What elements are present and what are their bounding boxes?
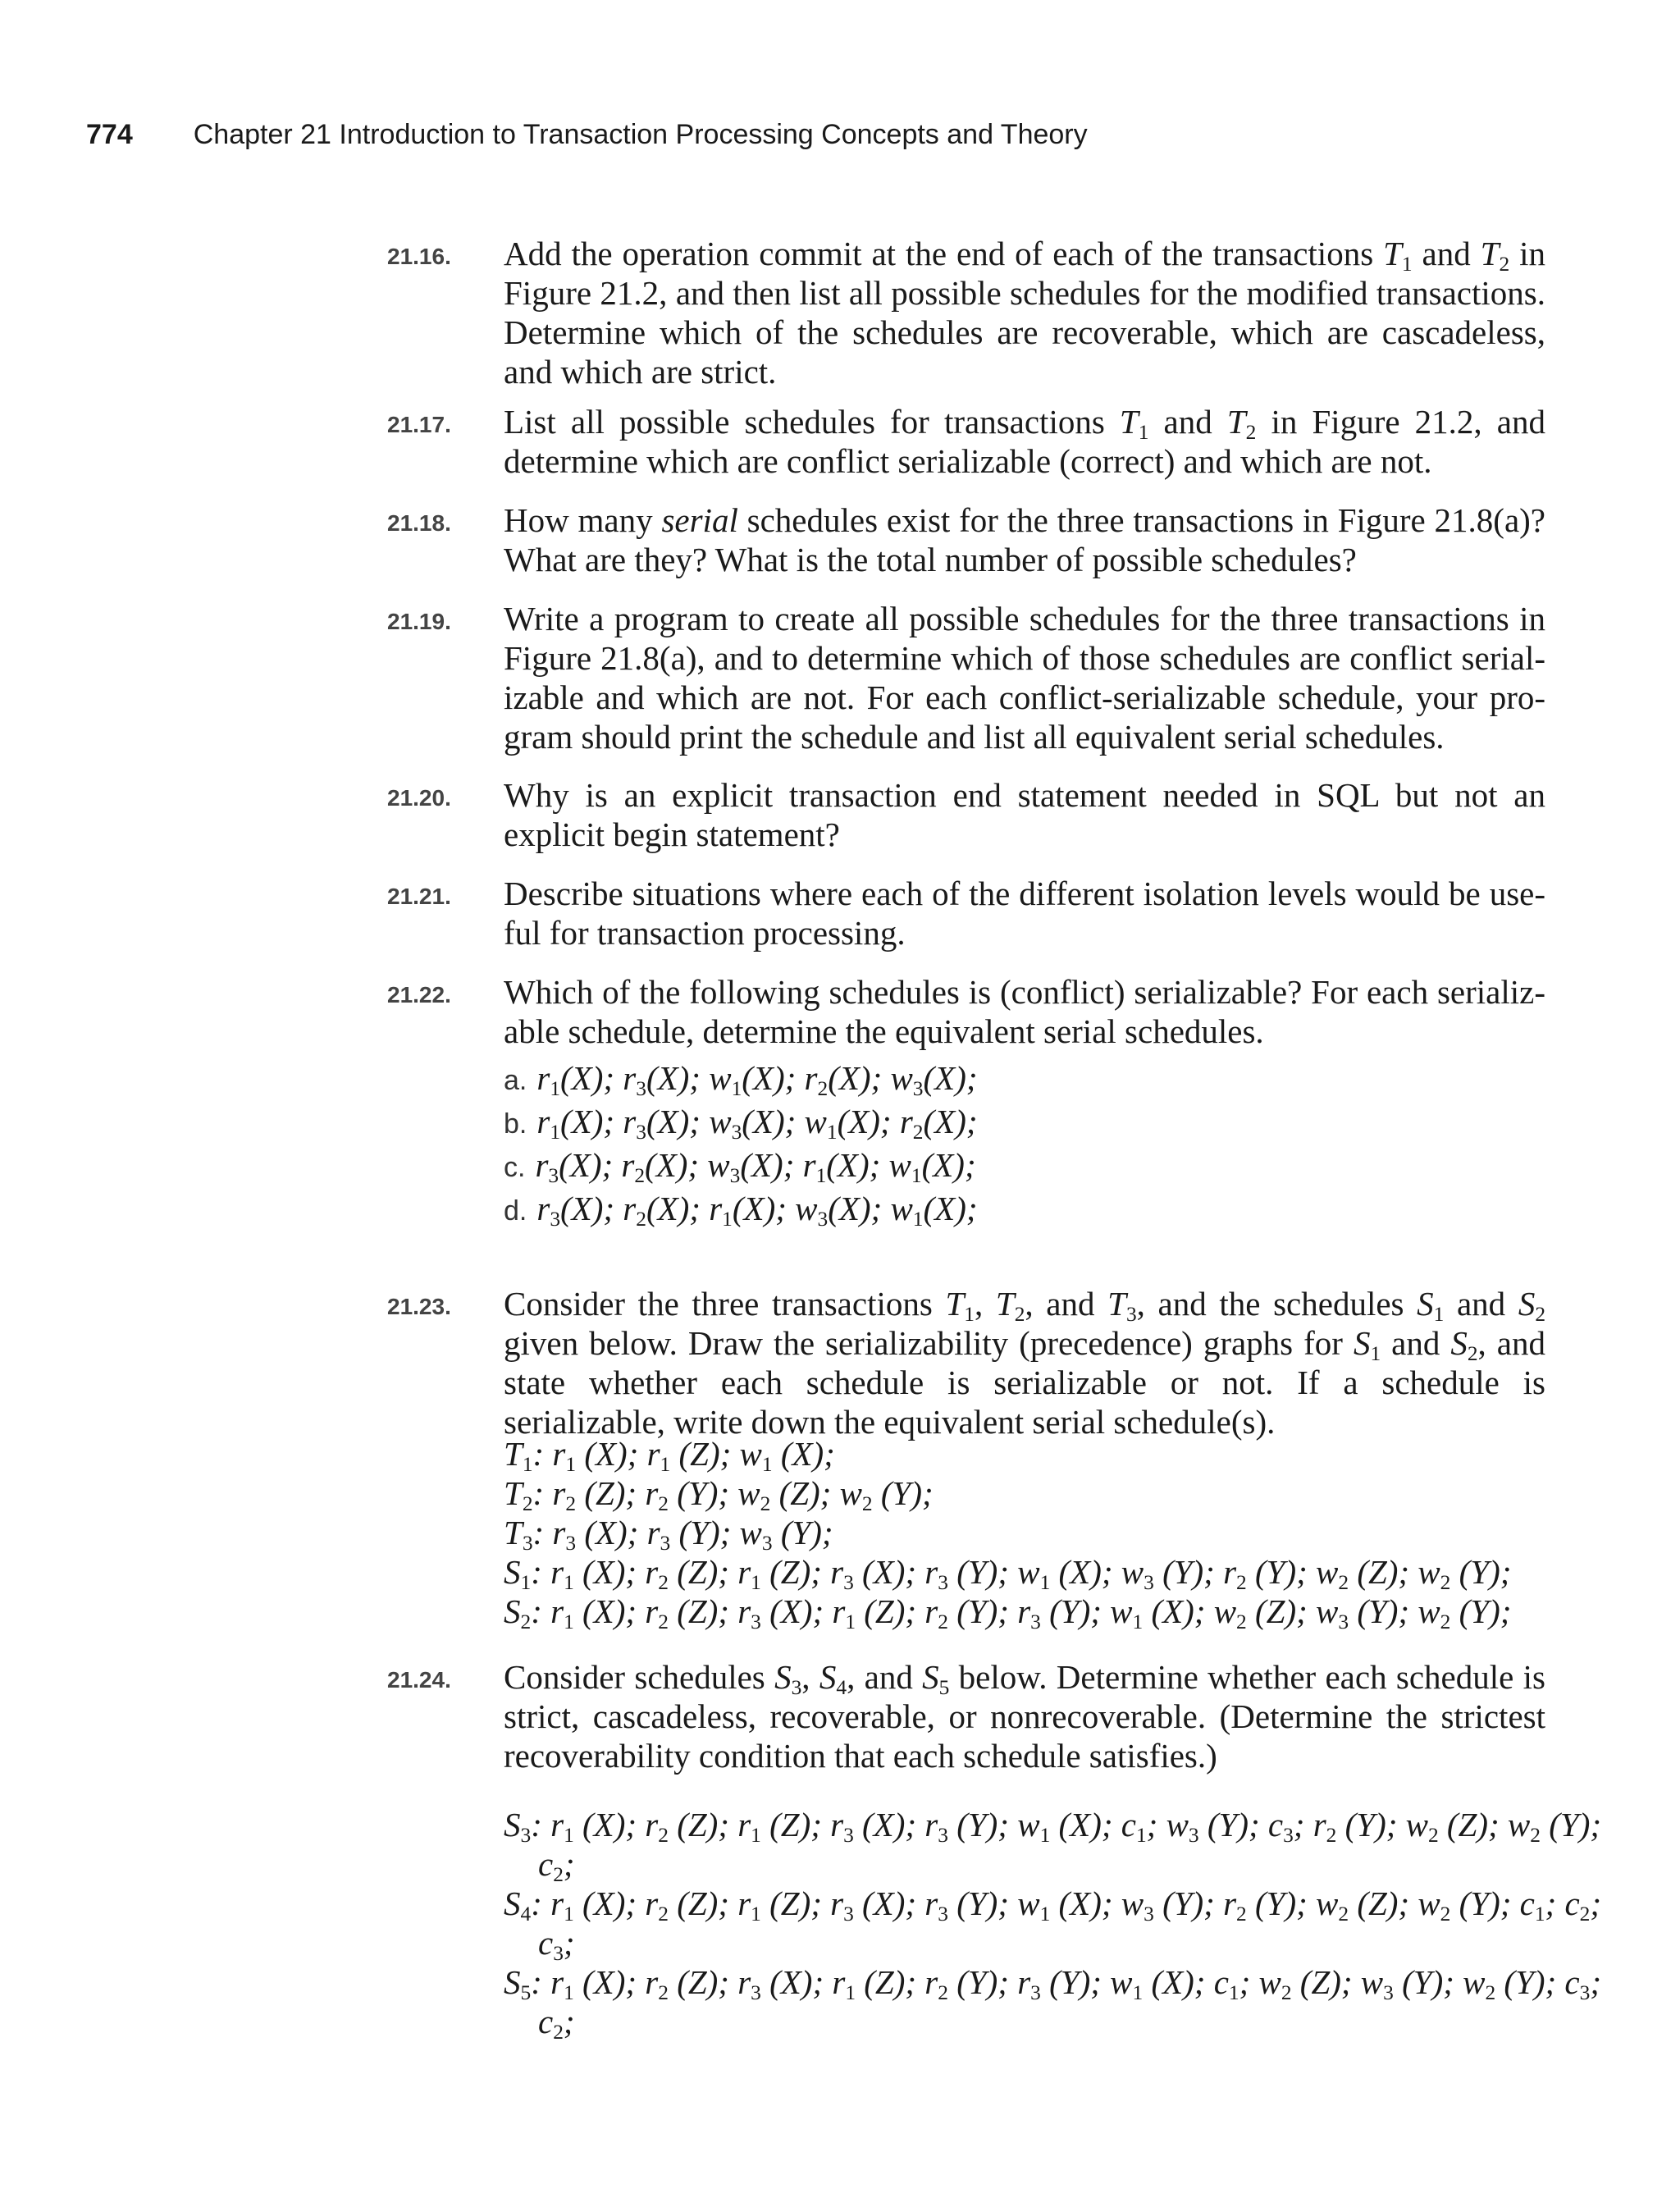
option-schedule: $r_1(X)$; $r_3(X)$; $w_1(X)$; $r_2(X)$; $w_3(X)$; (536, 1059, 978, 1101)
schedule-line: $S_1$: $r_1$ (X); $r_2$ (Z); $r_1$ (Z); $r_3$ (X); $r_3$ (Y); $w_1$ (X); $w_3$ (Y); $r_2$ (Y); $w_2$ (Z); $w_2$ (Y); (504, 1553, 1512, 1595)
page-header (86, 119, 1088, 151)
schedule-line: $S_5$: $r_1$ (X); $r_2$ (Z); $r_3$ (X); $r_1$ (Z); $r_2$ (Y); $r_3$ (Y); $w_1$ (X); $c_1$; $w_2$ (Z); $w_3$ (Y); $w_2$ (Y); $c_3$; $c_2$; (504, 1963, 1601, 2044)
exercise-text: Consider the three transactions $T_1$, $T_2$, and $T_3$, and the schedules $S_1$ and $S_2$ given below. Draw the serializability (precedence) graphs for $S_1$ and $S_2$, and state whether each schedule is serializable or not. If a schedule is serializable, write down the equivalent serial schedule(s). (504, 1285, 1546, 1441)
schedule-line: $S_3$: $r_1$ (X); $r_2$ (Z); $r_1$ (Z); $r_3$ (X); $r_3$ (Y); $w_1$ (X); $c_1$; $w_3$ (Y); $c_3$; $r_2$ (Y); $w_2$ (Z); $w_2$ (Y); $c_2$; (504, 1806, 1601, 1887)
option-letter: d. (504, 1195, 527, 1227)
schedule-option (504, 1187, 978, 1233)
exercise-text: Write a program to create all possible schedules for the three transactions in Figure 21.8(a), and to determine which of those schedules are conflict serial- izable and which are not. For each conflict-serializable schedule, your pro- gram should print the schedule and list all equivalent serial schedules. (504, 600, 1545, 756)
exercise-text: List all possible schedules for transactions $T_1$ and $T_2$ in Figure 21.2, and determine which are conflict serializable (correct) and which are not. (504, 403, 1545, 480)
option-schedule: $r_3(X)$; $r_2(X)$; $r_1(X)$; $w_3(X)$; $w_1(X)$; (536, 1190, 978, 1231)
exercise-number: 21.21. (387, 884, 451, 909)
exercise-number: 21.17. (387, 412, 451, 437)
exercise-number: 21.24. (387, 1667, 451, 1693)
schedule-option (504, 1144, 976, 1190)
exercise-number: 21.20. (387, 785, 451, 811)
exercise-text: Consider schedules $S_3$, $S_4$, and $S_5$ below. Determine whether each schedule is strict, cascadeless, recoverable, or nonrecoverable. (Determine the strictest recoverability condition that each schedule satisfies.) (504, 1658, 1546, 1775)
exercise-number: 21.22. (387, 982, 451, 1007)
exercise-text: Why is an explicit transaction end statement needed in SQL but not an explicit begin statement? (504, 776, 1545, 853)
option-letter: c. (504, 1152, 526, 1183)
exercise-text: Describe situations where each of the different isolation levels would be use- ful for transaction processing. (504, 875, 1545, 952)
schedule-line: $S_2$: $r_1$ (X); $r_2$ (Z); $r_3$ (X); $r_1$ (Z); $r_2$ (Y); $r_3$ (Y); $w_1$ (X); $w_2$ (Z); $w_3$ (Y); $w_2$ (Y); (504, 1592, 1512, 1634)
exercise-number: 21.19. (387, 609, 451, 634)
exercise-text: How many serial schedules exist for the three transactions in Figure 21.8(a)? What are they? What is the total number of possible schedules? (504, 501, 1546, 578)
schedule-line: $T_1$: $r_1$ (X); $r_1$ (Z); $w_1$ (X); (504, 1435, 835, 1477)
option-schedule: $r_3(X)$; $r_2(X)$; $w_3(X)$; $r_1(X)$; $w_1(X)$; (535, 1146, 976, 1188)
option-letter: b. (504, 1108, 527, 1140)
exercise-number: 21.23. (387, 1294, 451, 1319)
schedule-line: $T_2$: $r_2$ (Z); $r_2$ (Y); $w_2$ (Z); $w_2$ (Y); (504, 1474, 934, 1516)
exercise-number: 21.16. (387, 244, 451, 269)
schedule-line: $T_3$: $r_3$ (X); $r_3$ (Y); $w_3$ (Y); (504, 1514, 833, 1556)
schedule-option (504, 1057, 978, 1103)
exercise-number: 21.18. (387, 510, 451, 536)
schedule-line: $S_4$: $r_1$ (X); $r_2$ (Z); $r_1$ (Z); $r_3$ (X); $r_3$ (Y); $w_1$ (X); $w_3$ (Y); $r_2$ (Y); $w_2$ (Z); $w_2$ (Y); $c_1$; $c_2$; $c_3$; (504, 1884, 1602, 1966)
exercise-text: Which of the following schedules is (conflict) serializable? For each serializ- able schedule, determine the equivalent serial schedules. (504, 973, 1545, 1050)
exercise-text: Add the operation commit at the end of each of the transactions $T_1$ and $T_2$ in Figure 21.2, and then list all possible schedules for the modified transactions. Determine which of the schedules are recoverable, which are cascadeless, and which are strict. (504, 235, 1545, 391)
schedule-option (504, 1100, 978, 1146)
option-letter: a. (504, 1065, 527, 1096)
page-number: 774 (86, 119, 133, 150)
chapter-title: Chapter 21 Introduction to Transaction Processing Concepts and Theory (193, 119, 1088, 150)
option-schedule: $r_1(X)$; $r_3(X)$; $w_3(X)$; $w_1(X)$; $r_2(X)$; (536, 1103, 978, 1144)
